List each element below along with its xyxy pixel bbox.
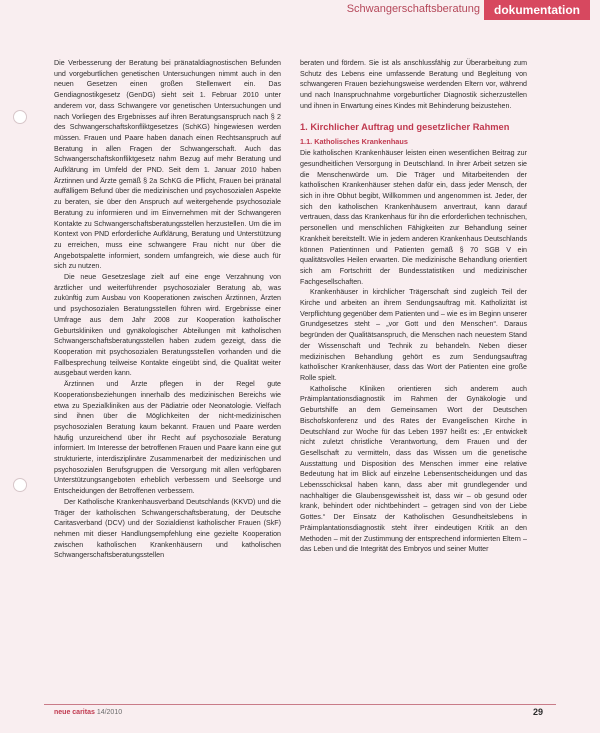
binder-hole-bottom — [13, 478, 27, 492]
footer-issue: 14/2010 — [96, 709, 123, 716]
page-number: 29 — [532, 707, 543, 717]
header-category-tag: dokumentation — [484, 0, 590, 20]
right-paragraph-3: Katholische Kliniken orientieren sich anderem auch Präimplantationsdiagnostik im Rahmen der Gynäkologie und Geburtshilfe an dem Gemeinsamen Wort der Deutschen Bischofskonferenz und des Rates der Evangelischen Kirche in Deutschland zur Woche für das Leben 1997 heißt es: „Er entwickelt nicht zuletzt christliche Verantwortung, dem Frauen und der Gesellschaft zu vermitteln, dass das Wissen um die genetische Ausstattung und Disposition des Menschen immer eine relative Bedeutung hat im Blick auf einzelne Lebensentscheidungen und das Lebensschicksal haben kann, dass aber mit grundlegender und nachhaltiger die Glaubensgewissheit ist, dass wir – ob gesund oder krank, behindert oder nichtbehindert – getragen sind von der Liebe Gottes.“ Der Einsatz der Katholischen Gesundheitslebens in Präimplantationsdiagnostik steht ihrer eindeutigen Kritik an den Methoden – mit der Zustimmung der entsprechend informierten Eltern – das Leben und die Integrität des Embryos und seiner Mutter — [300, 384, 527, 554]
left-paragraph-1: Die Verbesserung der Beratung bei pränataldiagnostischen Befunden und vorgeburtlichen genetischen Untersuchungen nimmt auch in den neuen Gesetzen einen großen Stellenwert ein. Das Gendiagnostikgesetz (GenDG) sieht seit 1. Februar 2010 unter anderem vor, dass Schwangere vor genetischen Untersuchungen und nach Vorliegen des Ergebnisses auf ihren Beratungsanspruch nach § 2 des Schwangerschaftskonfliktgesetzes (SchKG) hingewiesen werden müssen. Frauen und Paare haben danach einen Rechtsanspruch auf Beratung in allen Fragen der Schwangerschaft. Auch das Schwangerschaftskonfliktgesetz nahm Bezug auf mehr Beratung und Aufklärung im Umfeld der PND. Seit dem 1. Januar 2010 haben Ärztinnen und Ärzte gemäß § 2a SchKG die Pflicht, Frauen bei pränatal auffälligem Befund über die medizinischen und psychosozialen Aspekte zu beraten, sie über den Anspruch auf weitergehende psychosoziale Beratung zu informieren und im Einvernehmen mit der Schwangeren Kontakte zu Schwangerschaftsberatungsstellen herzustellen. Um die im Kontext von PND erforderliche Aufklärung, Beratung und Unterstützung zu erreichen, muss eine schwangere Frau nicht nur über die Angebotspalette informiert, sondern umfangreich, wie diese auch für sich zu nutzen. — [54, 59, 281, 271]
header-section-title: Schwangerschaftsberatung — [346, 3, 480, 15]
left-paragraph-2: Die neue Gesetzeslage zielt auf eine enge Verzahnung von ärztlicher und weiterführender psychosozialer Beratung ab, was zukünftig zum Ausbau von Kooperationen zwischen Ärztinnen, Ärzten und psychosozialen Beratungsstellen führen wird. Ergebnisse einer Umfrage aus dem Jahr 2008 zur Kooperation katholischer Geburtskliniken und gynäkologischer Abteilungen mit katholischen Schwangerschaftsberatungsstellen haben zudem gezeigt, dass die Kooperation mit psychosozialen Beratungsstellen vorhanden und die Fallbesprechung teilweise Kontakte eingeübt sind, die Qualität weiter ausgebaut werden kann. — [54, 273, 281, 378]
left-paragraph-4: Der Katholische Krankenhausverband Deutschlands (KKVD) und die Träger der katholischen Schwangerschaftsberatung, der Deutsche Caritasverband (DCV) und der Sozialdienst katholischer Frauen (SkF) nehmen mit dieser Handlungsempfehlung eine gezielte Kooperation zwischen katholischen Krankenhäusern und katholischen Schwangerschaftsberatungsstellen — [54, 497, 281, 560]
right-paragraph-2: Krankenhäuser in kirchlicher Trägerschaft sind zugleich Teil der Kirche und arbeiten an ihrem Sendungsauftrag mit. Katholizität ist Verpflichtung gegenüber dem Patienten und – wie es im Beginn unserer Grundgesetzes steht – „vor Gott und den Menschen“. Daraus begründen der Qualitätsanspruch, die Menschen nach neuestem Stand der Wissenschaft und Technik zu behandeln. Neben dieser medizinischen Behandlung gehört es zum Sendungsauftrag katholischer Krankenhäuser, dass das Wort der Patienten eine große Rolle spielt. — [300, 288, 527, 382]
page-header — [0, 0, 600, 22]
footer-magazine-name: neue caritas — [54, 709, 95, 716]
left-column — [54, 58, 281, 561]
footer-publication — [54, 709, 122, 716]
subsection-heading: 1.1. Katholisches Krankenhaus — [300, 136, 408, 146]
right-paragraph-1: Die katholischen Krankenhäuser leisten einen wesentlichen Beitrag zur gesundheitlichen Versorgung in Deutschland. In ihrer Arbeit setzen sie die Menschenwürde um. Die Träger und Mitarbeitenden der katholischen Krankenhäuser stehen dafür ein, dass jeder Mensch, der sich in ihre Obhut begibt, Willkommen und angenommen ist. Jeder, der sich den katholischen Krankenhäusern anvertraut, kann darauf vertrauen, dass das Krankenhaus für ihn die erforderlichen technischen, personellen und menschlichen Fähigkeiten zur Behandlung seiner Krankheit bereitstellt. Wie in jedem anderen Krankenhaus Deutschlands können Patientinnen und Patienten gemäß § 70 SGB V ein qualitätsvolles Heilen erwarten. Die medizinische Behandlung orientiert sich am Fortschritt der Bundesstatistiken und medizinischer Fachgesellschaften. — [300, 149, 527, 286]
left-paragraph-3: Ärztinnen und Ärzte pflegen in der Regel gute Kooperationsbeziehungen innerhalb des medizinischen Bereichs wie etwa zu Spezialkliniken aus der Pädiatrie oder Neonatologie. Vielfach sind ihnen über die Möglichkeiten der nicht-medizinischen psychosozialen Beratung kaum bekannt. Frauen und Paare werden häufig unzureichend über ihr Recht auf psychosoziale Beratung informiert. Im Interesse der betroffenen Frauen und Paare kann eine gut strukturierte, interdisziplinäre Zusammenarbeit der medizinischen und psychosozialen Berufsgruppen die Versorgung mit allen verfügbaren Unterstützungsangeboten erheblich verbessern und Seelsorge und Entscheidungen der Betroffenen verbessern. — [54, 380, 281, 496]
right-column — [300, 58, 527, 555]
section-heading: 1. Kirchlicher Auftrag und gesetzlicher Rahmen — [300, 121, 510, 132]
right-intro-paragraph: beraten und fördern. Sie ist als anschlussfähig zur Überarbeitung zum Schutz des Lebens eine umfassende Beratung und Begleitung von schwangeren Frauen beziehungsweise werdenden Eltern vor, während und nach Inanspruchnahme vorgeburtlicher Diagnostik sicherzustellen und ihnen in Erwartung eines Kindes mit Behinderung beizustehen. — [300, 59, 527, 110]
binder-hole-top — [13, 110, 27, 124]
footer-divider — [44, 704, 556, 705]
